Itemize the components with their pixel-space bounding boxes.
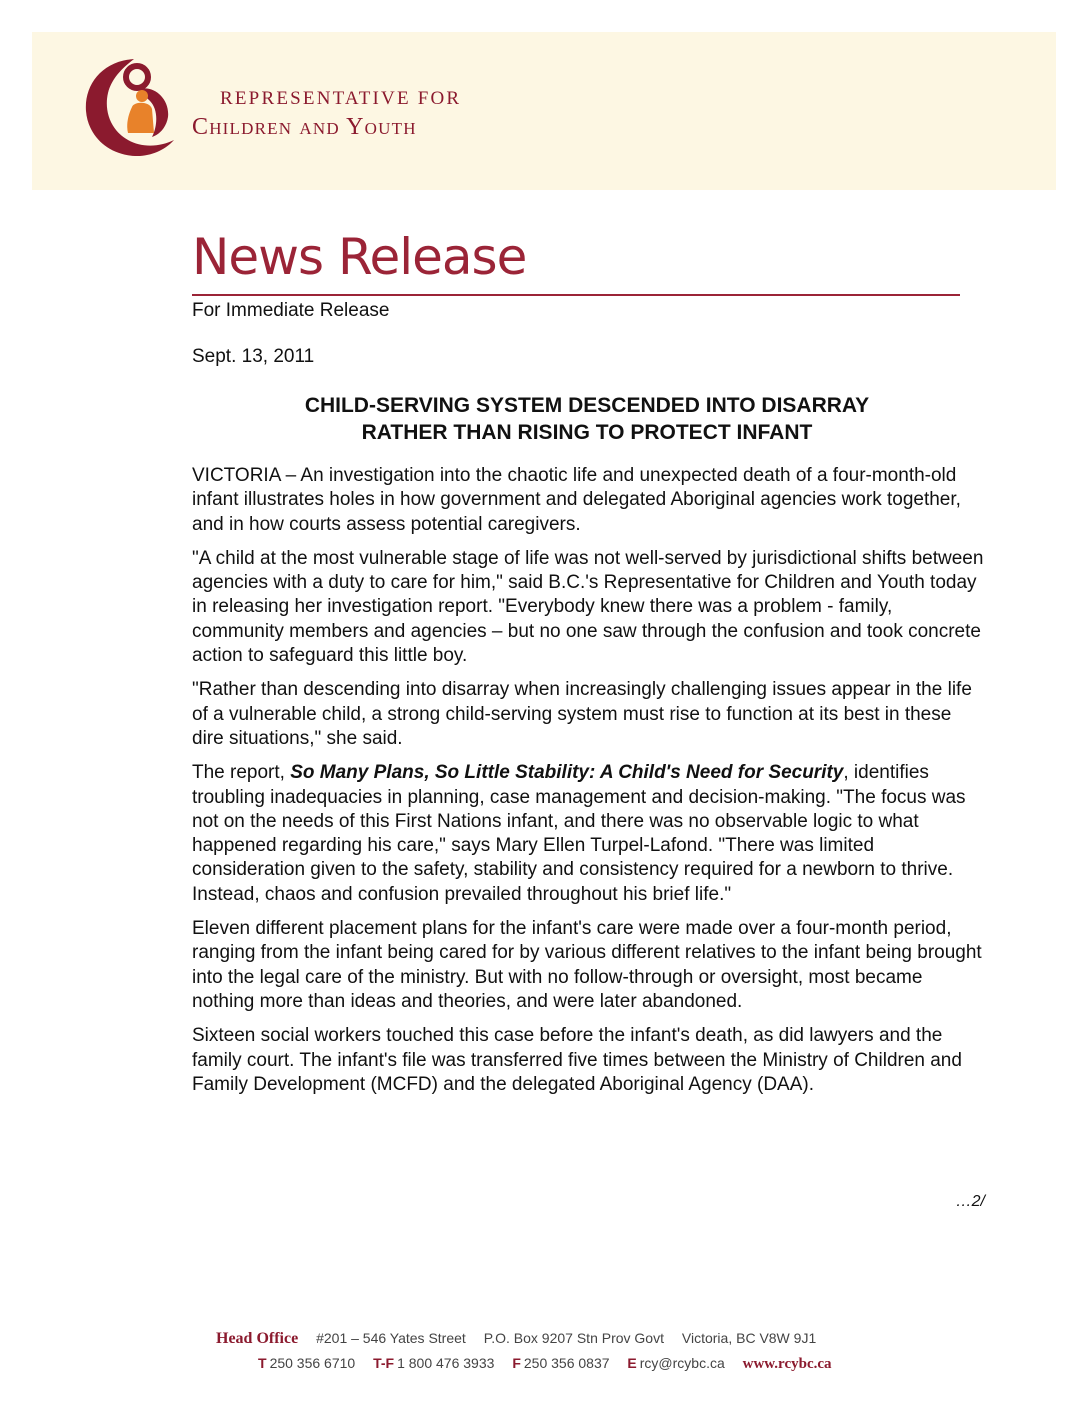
fax-label: F — [512, 1355, 521, 1371]
paragraph-1: VICTORIA – An investigation into the chaotic life and unexpected death of a four-month-old infant illustrates holes in how government and delegated Aboriginal agencies work together, and in how courts assess potential caregivers. — [192, 465, 961, 535]
tollfree-label: T-F — [373, 1355, 395, 1371]
email-label: E — [627, 1355, 637, 1371]
p4-prefix: The report, — [192, 762, 291, 784]
release-date: Sept. 13, 2011 — [192, 346, 315, 367]
website-link[interactable]: www.rcybc.ca — [742, 1356, 832, 1372]
tollfree-value: 1 800 476 3933 — [397, 1355, 495, 1371]
phone-label: T — [258, 1355, 267, 1371]
paragraph-5: Eleven different placement plans for the infant's care were made over a four-month period, ranging from the infant being cared for by various different relatives to the infant being brought into the legal care of the ministry. But with no follow-through or oversight, most became nothing more than ideas and theories, and were later abandoned. — [192, 918, 982, 1012]
org-name-line2: Children and Youth — [192, 114, 417, 140]
headline-line2: RATHER THAN RISING TO PROTECT INFANT — [361, 421, 813, 444]
footer-po-box: P.O. Box 9207 Stn Prov Govt — [483, 1330, 664, 1346]
footer-address: #201 – 546 Yates Street — [316, 1330, 466, 1346]
report-title: So Many Plans, So Little Stability: A Child's Need for Security — [290, 762, 844, 784]
fax-value: 250 356 0837 — [523, 1355, 610, 1371]
title-divider — [192, 294, 960, 296]
phone-value: 250 356 6710 — [269, 1355, 356, 1371]
release-status: For Immediate Release — [192, 300, 390, 321]
paragraph-6: Sixteen social workers touched this case before the infant's death, as did lawyers and the family court. The infant's file was transferred five times between the Ministry of Children and Family Development (MCFD) and the delegated Aboriginal Agency (DAA). — [192, 1025, 962, 1095]
footer-address-line — [0, 1330, 1088, 1348]
head-office-label: Head Office — [216, 1330, 299, 1347]
paragraph-3: "Rather than descending into disarray when increasingly challenging issues appear in the life of a vulnerable child, a strong child-serving system must rise to function at its best in these dire situations," she said. — [192, 679, 972, 749]
org-name-line1: REPRESENTATIVE FOR — [220, 88, 462, 109]
rcy-logo-icon — [82, 55, 182, 160]
page-continuation: …2/ — [955, 1193, 985, 1210]
header-banner — [32, 32, 1056, 190]
headline — [192, 392, 982, 446]
headline-line1: CHILD-SERVING SYSTEM DESCENDED INTO DISARRAY — [304, 394, 870, 417]
paragraph-2: "A child at the most vulnerable stage of life was not well-served by jurisdictional shifts between agencies with a duty to care for him," said B.C.'s Representative for Children and Youth today in releasing her investigation report. "Everybody knew there was a problem - family, community members and agencies – but no one saw through the confusion and took concrete action to safeguard this little boy. — [192, 547, 984, 667]
footer-contact-line — [0, 1355, 1088, 1373]
footer-city: Victoria, BC V8W 9J1 — [681, 1330, 817, 1346]
news-release-title: News Release — [192, 228, 527, 286]
article-body — [192, 464, 984, 1107]
paragraph-4 — [192, 761, 984, 907]
email-link[interactable]: rcy@rcybc.ca — [639, 1355, 725, 1371]
p4-rest: , identifies troubling inadequacies in planning, case management and decision-making. "The focus was not on the needs of this First Nations infant, and there was no observable logic to what happened regarding his care," says Mary Ellen Turpel-Lafond. "There was limited consideration given to the safety, stability and consistency required for a newborn to thrive. Instead, chaos and confusion prevailed throughout his brief life." — [192, 762, 966, 905]
